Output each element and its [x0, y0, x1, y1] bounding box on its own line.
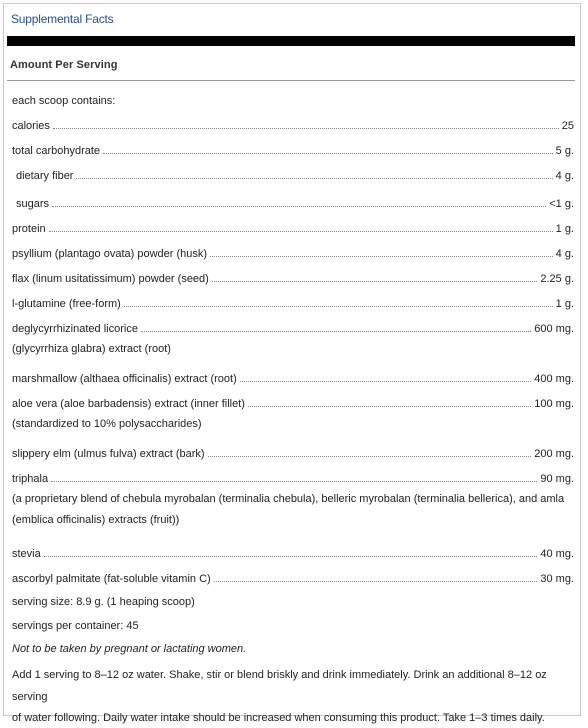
- licorice-subnote: (glycyrrhiza glabra) extract (root): [12, 343, 171, 355]
- serving-size-row: [7, 585, 575, 608]
- nutrient-name: flax (linum usitatissimum) powder (seed): [12, 273, 209, 285]
- nutrient-value: 200 mg.: [534, 448, 574, 460]
- nutrient-row-flax: [7, 260, 575, 285]
- nutrient-value: 40 mg.: [540, 548, 574, 560]
- amount-per-serving-heading: Amount Per Serving: [10, 59, 118, 71]
- nutrient-name: calories: [12, 120, 50, 132]
- triphala-subnote-2: (emblica officinalis) extracts (fruit)): [12, 514, 180, 526]
- nutrient-name: sugars: [16, 198, 50, 210]
- nutrient-row-psyllium: [7, 235, 575, 260]
- nutrient-value: 25: [561, 120, 574, 132]
- leader-dots: [208, 456, 532, 457]
- nutrient-row-aloe-vera: [7, 385, 575, 410]
- serving-size-text: serving size: 8.9 g. (1 heaping scoop): [12, 596, 195, 608]
- leader-dots: [49, 231, 553, 232]
- nutrient-value: 400 mg.: [534, 373, 574, 385]
- directions-line-1: Add 1 serving to 8–12 oz water. Shake, stir or blend briskly and drink immediately. Drink an additional 8–12 oz serving: [12, 669, 547, 703]
- warning-row: [7, 632, 575, 655]
- triphala-subnote-1: (a proprietary blend of chebula myrobalan (terminalia chebula), belleric myrobalan (terminalia bellerica), and amla: [12, 493, 565, 505]
- leader-dots: [51, 481, 537, 482]
- nutrient-value: 4 g.: [555, 170, 574, 182]
- nutrient-list: [7, 85, 575, 728]
- nutrient-name: slippery elm (ulmus fulva) extract (bark): [12, 448, 205, 460]
- nutrient-row-licorice: [7, 310, 575, 335]
- nutrient-name: total carbohydrate: [12, 145, 101, 157]
- nutrient-name: l-glutamine (free-form): [12, 298, 121, 310]
- leader-dots: [103, 153, 553, 154]
- nutrient-name: aloe vera (aloe barbadensis) extract (inner fillet): [12, 398, 245, 410]
- nutrient-value: 600 mg.: [534, 323, 574, 335]
- leader-dots: [141, 331, 531, 332]
- panel-title: Supplemental Facts: [11, 12, 114, 26]
- leader-dots: [248, 406, 531, 407]
- leader-dots: [44, 556, 538, 557]
- nutrient-value: <1 g.: [549, 198, 574, 210]
- header-bar: [7, 36, 575, 46]
- leader-dots: [124, 306, 553, 307]
- leader-dots: [210, 256, 553, 257]
- nutrient-name: ascorbyl palmitate (fat-soluble vitamin C): [12, 573, 211, 585]
- nutrient-row-calories: [7, 107, 575, 132]
- nutrient-row-stevia: [7, 534, 575, 560]
- nutrient-name: deglycyrrhizinated licorice: [12, 323, 138, 335]
- nutrient-name: psyllium (plantago ovata) powder (husk): [12, 248, 208, 260]
- intro-text: each scoop contains:: [12, 95, 116, 107]
- directions-line-2: of water following. Daily water intake should be increased when consuming this product. Take 1–3 times daily.: [12, 712, 545, 724]
- nutrient-name: stevia: [12, 548, 41, 560]
- leader-dots: [53, 128, 559, 129]
- warning-text: Not to be taken by pregnant or lactating women.: [12, 643, 247, 655]
- nutrient-row-triphala: [7, 460, 575, 485]
- nutrient-row-dietary-fiber: [7, 157, 575, 182]
- nutrient-value: 90 mg.: [540, 473, 574, 485]
- nutrient-value: 100 mg.: [534, 398, 574, 410]
- leader-dots: [52, 206, 546, 207]
- nutrient-name: marshmallow (althaea officinalis) extract (root): [12, 373, 237, 385]
- nutrient-row-marshmallow: [7, 365, 575, 385]
- nutrient-row-total-carbohydrate: [7, 132, 575, 157]
- nutrient-value: 4 g.: [555, 248, 574, 260]
- nutrient-value: 1 g.: [555, 223, 574, 235]
- servings-per-container-text: servings per container: 45: [12, 620, 139, 632]
- leader-dots: [214, 581, 538, 582]
- nutrient-row-ascorbyl-palmitate: [7, 560, 575, 585]
- nutrient-value: 1 g.: [555, 298, 574, 310]
- nutrient-value: 2.25 g.: [540, 273, 574, 285]
- nutrient-row-l-glutamine: [7, 285, 575, 310]
- leader-dots: [212, 281, 538, 282]
- leader-dots: [76, 178, 552, 179]
- leader-dots: [240, 381, 531, 382]
- intro-row: [7, 85, 575, 107]
- nutrient-row-sugars: [7, 182, 575, 210]
- nutrient-name: triphala: [12, 473, 49, 485]
- nutrient-value: 30 mg.: [540, 573, 574, 585]
- nutrient-name: dietary fiber: [16, 170, 74, 182]
- nutrient-row-protein: [7, 210, 575, 235]
- nutrient-name: protein: [12, 223, 46, 235]
- servings-per-container-row: [7, 608, 575, 632]
- aloe-subnote: (standardized to 10% polysaccharides): [12, 418, 202, 430]
- heading-divider: [7, 80, 575, 81]
- nutrient-row-slippery-elm: [7, 440, 575, 460]
- nutrient-value: 5 g.: [555, 145, 574, 157]
